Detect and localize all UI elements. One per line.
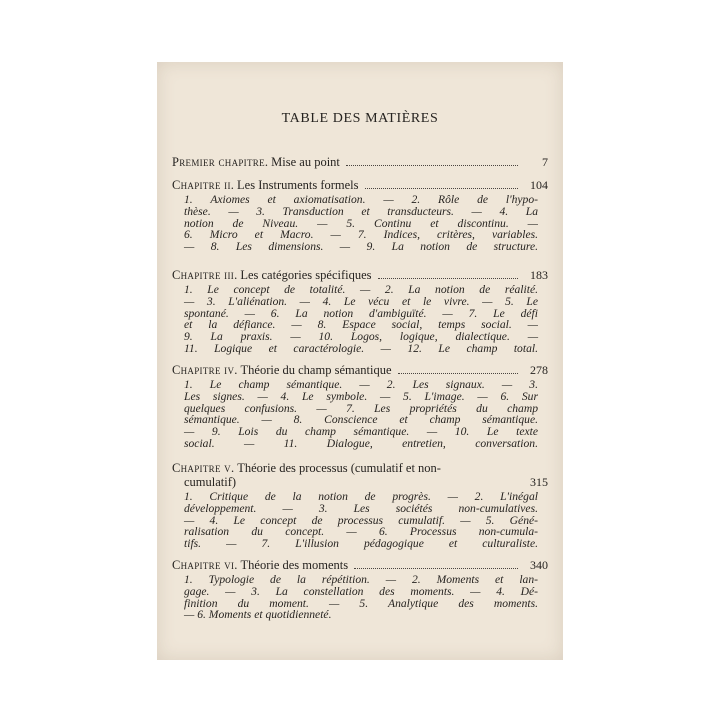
chapter-number: Chapitre ii xyxy=(172,178,231,192)
section-line: — 3. L'aliénation. — 4. Le vécu et le vivre. — 5. Le xyxy=(184,294,538,308)
chapter-6 xyxy=(172,558,548,621)
section-line: sémantique. — 8. Conscience et champ sémantique. xyxy=(184,413,538,427)
chapter-number: Chapitre v xyxy=(172,461,231,475)
section-line: 1. Typologie de la répétition. — 2. Moments et lan- xyxy=(184,573,538,586)
chapter-number: Chapitre iii xyxy=(172,268,235,282)
section-line: Les signes. — 4. Le symbole. — 5. L'image. — 6. Sur xyxy=(184,389,538,403)
section-line: thèse. — 3. Transduction et transducteurs. — 4. La xyxy=(184,204,538,218)
section-line: gage. — 3. La constellation des moments. — 4. Dé- xyxy=(184,584,538,598)
chapter-5 xyxy=(172,461,548,550)
section-line: ralisation du concept. — 6. Processus non-cumula- xyxy=(184,525,538,539)
section-line: — 9. Lois du champ sémantique. — 10. Le texte xyxy=(184,425,538,439)
dot-leader xyxy=(365,188,518,189)
chapter-heading: Chapitre v . Théorie des processus (cumulatif et non- cumulatif) 315 xyxy=(172,461,548,489)
chapter-number: Premier chapitre xyxy=(172,155,265,169)
chapter-page-number: 340 xyxy=(530,558,548,572)
book-page xyxy=(157,62,563,660)
dot-leader xyxy=(398,373,518,374)
chapter-heading: Premier chapitre . Mise au point 7 xyxy=(172,155,548,169)
chapter-page-number: 315 xyxy=(530,475,548,489)
chapter-name: Théorie des moments xyxy=(240,558,349,572)
section-line: tifs. — 7. L'illusion pédagogique et culturaliste. xyxy=(184,537,538,551)
chapter-number: Chapitre vi xyxy=(172,558,235,572)
chapter-name: Théorie des processus (cumulatif et non- xyxy=(237,461,441,475)
section-line: notion de Niveau. — 5. Continu et discontinu. — xyxy=(184,216,538,230)
section-line: — 4. Le concept de processus cumulatif. — 5. Géné- xyxy=(184,513,538,527)
section-line: spontané. — 6. La notion d'ambiguïté. — 7. Le défi xyxy=(184,306,538,320)
chapter-heading: Chapitre ii . Les Instruments formels 104 xyxy=(172,178,548,192)
chapter-page-number: 183 xyxy=(530,268,548,282)
page-title: TABLE DES MATIÈRES xyxy=(281,111,439,126)
dot-leader xyxy=(378,278,518,279)
section-line: 1. Le champ sémantique. — 2. Les signaux. — 3. xyxy=(184,378,538,391)
section-line: 1. Axiomes et axiomatisation. — 2. Rôle de l'hypo- xyxy=(184,193,538,206)
section-line: social. — 11. Dialogue, entretien, conversation. xyxy=(184,436,538,450)
chapter-name: Les Instruments formels xyxy=(237,178,359,192)
section-line: — 6. Moments et quotidienneté. xyxy=(184,608,332,622)
chapter-heading: Chapitre vi . Théorie des moments 340 xyxy=(172,558,548,572)
chapter-page-number: 278 xyxy=(530,363,548,377)
chapter-sections xyxy=(184,284,538,355)
dot-leader xyxy=(346,165,518,166)
chapter-heading: Chapitre iii . Les catégories spécifiques 183 xyxy=(172,268,548,282)
section-line: finition du moment. — 5. Analytique des moments. xyxy=(184,596,538,610)
dot-leader xyxy=(354,568,518,569)
section-line: 1. Le concept de totalité. — 2. La notion de réalité. xyxy=(184,283,538,296)
chapter-4 xyxy=(172,363,548,450)
chapter-name: Mise au point xyxy=(271,155,340,169)
chapter-page-number: 104 xyxy=(530,178,548,192)
section-line: développement. — 3. Les sociétés non-cumulatives. xyxy=(184,501,538,515)
chapter-sections xyxy=(184,491,538,550)
section-line: 6. Micro et Macro. — 7. Indices, critères, variables. xyxy=(184,228,538,242)
section-line: — 8. Les dimensions. — 9. La notion de structure. xyxy=(184,240,538,254)
chapter-page-number: 7 xyxy=(542,155,548,169)
chapter-name: Les catégories spécifiques xyxy=(240,268,372,282)
chapter-sections xyxy=(184,194,538,253)
chapter-sections xyxy=(184,574,538,621)
chapter-name-continued: cumulatif) xyxy=(184,475,237,489)
section-line: 9. La praxis. — 10. Logos, logique, dialectique. — xyxy=(184,330,538,344)
section-line: 11. Logique et caractérologie. — 12. Le champ total. xyxy=(184,341,538,355)
chapter-3 xyxy=(172,268,548,355)
chapter-1 xyxy=(172,155,548,169)
section-line: et la défiance. — 8. Espace social, temps social. — xyxy=(184,318,538,332)
chapter-number: Chapitre iv xyxy=(172,363,235,377)
chapter-heading: Chapitre iv . Théorie du champ sémantique 278 xyxy=(172,363,548,377)
chapter-2 xyxy=(172,178,548,253)
chapter-sections xyxy=(184,379,538,450)
section-line: 1. Critique de la notion de progrès. — 2. L'inégal xyxy=(184,490,538,503)
section-line: quelques confusions. — 7. Les propriétés du champ xyxy=(184,401,538,415)
chapter-name: Théorie du champ sémantique xyxy=(240,363,392,377)
